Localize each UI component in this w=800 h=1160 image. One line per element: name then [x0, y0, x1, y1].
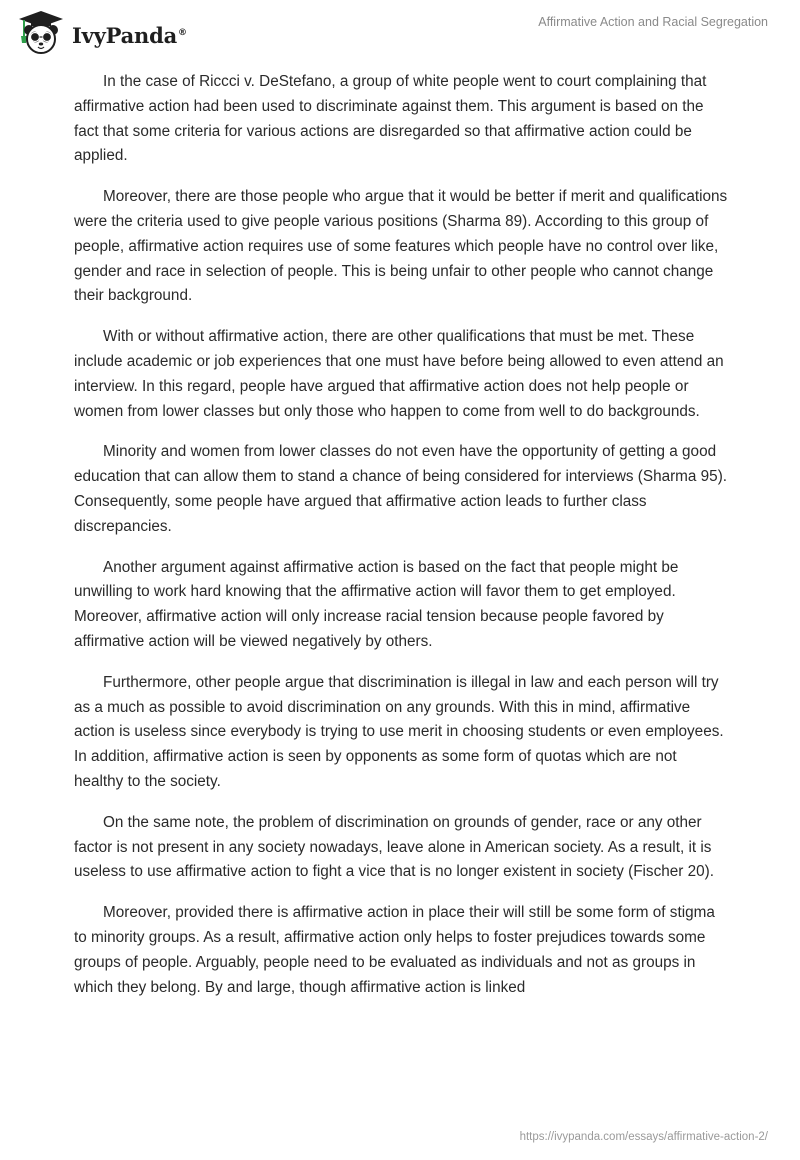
running-title: Affirmative Action and Racial Segregation — [538, 15, 768, 29]
page-header — [0, 0, 800, 70]
paragraph: With or without affirmative action, there are other qualifications that must be met. These include academic or job experiences that one must have before being allowed to even attend an interview. In this regard, people have argued that affirmative action does not help people or women from lower classes but only those who happen to come from well to do backgrounds. — [74, 328, 724, 420]
paragraph: Minority and women from lower classes do not even have the opportunity of getting a good education that can allow them to stand a chance of being considered for interviews (Sharma 95). Consequently, some people have argued that affirmative action leads to further class discrepancies. — [74, 443, 728, 535]
paragraph: On the same note, the problem of discrimination on grounds of gender, race or any other factor is not present in any society nowadays, leave alone in American society. As a result, it is useless to use affirmative action to fight a vice that is no longer existent in society (Fischer 20). — [74, 813, 714, 881]
registered-mark: ® — [178, 27, 187, 38]
paragraph: Moreover, provided there is affirmative action in place their will still be some form of stigma to minority groups. As a result, affirmative action only helps to foster prejudices towards some groups of people. Arguably, people need to be evaluated as individuals and not as groups in which they belong. By and large, though affirmative action is linked — [74, 904, 715, 996]
essay-body — [74, 70, 730, 1016]
panda-graduate-icon — [16, 10, 66, 56]
brand-name-text: IvyPanda — [72, 22, 178, 48]
footer-url-link[interactable]: https://ivypanda.com/essays/affirmative-action-2/ — [519, 1131, 768, 1143]
paragraph: Furthermore, other people argue that discrimination is illegal in law and each person will try as a much as possible to avoid discrimination on any grounds. With this in mind, affirmative action is useless since everybody is trying to use merit in choosing students or even employees. In addition, affirmative action is seen by opponents as some form of quotas which are not healthy to the society. — [74, 673, 724, 790]
paragraph: Moreover, there are those people who argue that it would be better if merit and qualifications were the criteria used to give people various positions (Sharma 89). According to this group of people, affirmative action requires use of some features which people have no control over like, gender and race in selection of people. This is being unfair to other people who cannot change their background. — [74, 188, 728, 305]
brand-name — [72, 23, 187, 48]
brand-logo[interactable] — [16, 10, 187, 56]
paragraph: Another argument against affirmative action is based on the fact that people might be unwilling to work hard knowing that the affirmative action will favor them to get employed. Moreover, affirmative action will only increase racial tension because people favored by affirmative action will be viewed negatively by others. — [74, 558, 679, 650]
paragraph: In the case of Riccci v. DeStefano, a group of white people went to court complaining that affirmative action had been used to discriminate against them. This argument is based on the fact that some criteria for various actions are disregarded so that affirmative action could be applied. — [74, 73, 707, 165]
